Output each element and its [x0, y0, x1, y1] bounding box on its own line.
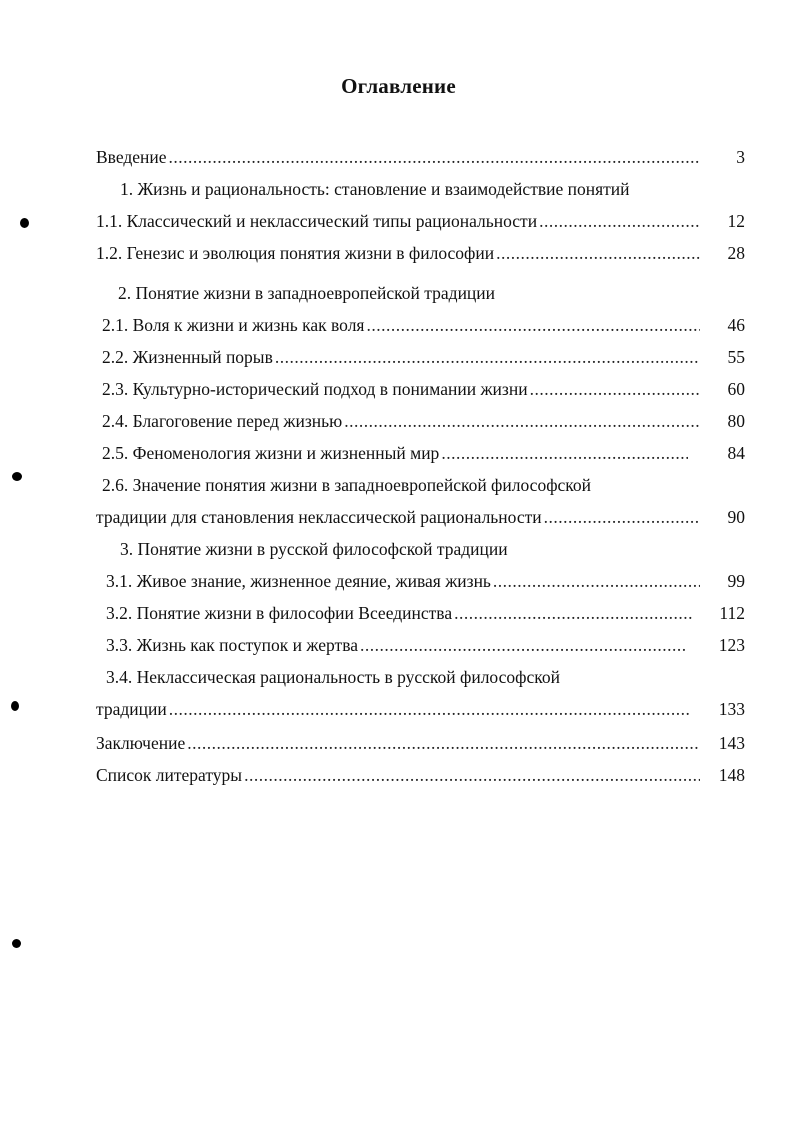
toc-entry-text: Заключение	[96, 733, 186, 753]
toc-part-heading-3: 3. Понятие жизни в русской философской традиции	[120, 539, 508, 559]
toc-page-number: 99	[727, 571, 745, 591]
toc-entry-3-4	[96, 698, 692, 720]
toc-page-number: 84	[727, 443, 745, 463]
dot-leader	[344, 410, 700, 432]
toc-entry-2-6	[96, 506, 702, 528]
dot-leader	[454, 602, 694, 624]
toc-entry-text: 2.5. Феноменология жизни и жизненный мир	[102, 443, 440, 463]
toc-entry-text: традиции для становления неклассической рациональности	[96, 507, 542, 527]
toc-entry-conclusion	[96, 732, 702, 754]
toc-entry-text: 3.2. Понятие жизни в философии Всеединства	[106, 603, 453, 623]
dot-leader	[169, 146, 700, 168]
toc-entry-1-2	[96, 242, 702, 264]
dot-leader	[275, 346, 700, 368]
toc-entry-text: 3.3. Жизнь как поступок и жертва	[106, 635, 358, 655]
dot-leader	[544, 506, 700, 528]
toc-entry-text: 2.2. Жизненный порыв	[102, 347, 273, 367]
toc-page-number: 28	[727, 243, 745, 263]
toc-entry-text: 2.3. Культурно-исторический подход в понимании жизни	[102, 379, 528, 399]
toc-entry-2-4	[102, 410, 702, 432]
toc-entry-2-2	[102, 346, 702, 368]
scan-mark	[20, 218, 29, 228]
dot-leader	[441, 442, 688, 464]
dot-leader	[366, 314, 700, 336]
toc-entry-2-3	[102, 378, 702, 400]
dot-leader	[169, 698, 690, 720]
dot-leader	[530, 378, 700, 400]
toc-page-number: 123	[718, 635, 745, 655]
toc-page-number: 12	[727, 211, 745, 231]
dot-leader	[539, 210, 700, 232]
toc-entry-text: 2.1. Воля к жизни и жизнь как воля	[102, 315, 365, 335]
toc-entry-3-4-line1: 3.4. Неклассическая рациональность в русской философской	[106, 667, 560, 687]
toc-entry-2-1	[102, 314, 702, 336]
dot-leader	[244, 764, 700, 786]
toc-entry-text: традиции	[96, 699, 167, 719]
toc-entry-text: Введение	[96, 147, 167, 167]
toc-entry-2-5	[102, 442, 690, 464]
toc-entry-text: 3.1. Живое знание, жизненное деяние, живая жизнь	[106, 571, 491, 591]
toc-entry-text: 1.1. Классический и неклассический типы рациональности	[96, 211, 538, 231]
page-title: Оглавление	[341, 74, 456, 98]
toc-entry-text: 2.4. Благоговение перед жизнью	[102, 411, 343, 431]
toc-page-number: 112	[719, 603, 745, 623]
toc-part-heading-1: 1. Жизнь и рациональность: становление и взаимодействие понятий	[120, 179, 630, 199]
toc-entry-bibliography	[96, 764, 702, 786]
dot-leader	[496, 242, 700, 264]
toc-entry-2-6-line1: 2.6. Значение понятия жизни в западноевропейской философской	[102, 475, 592, 495]
dot-leader	[187, 732, 700, 754]
toc-page-number: 80	[727, 411, 745, 431]
toc-part-heading-2: 2. Понятие жизни в западноевропейской традиции	[118, 283, 496, 303]
scan-mark	[12, 939, 21, 948]
toc-page-number: 148	[718, 765, 745, 785]
toc-page-number: 55	[727, 347, 745, 367]
toc-page-number: 60	[727, 379, 745, 399]
scan-mark	[11, 701, 19, 711]
dot-leader	[360, 634, 686, 656]
toc-entry-1-1	[96, 210, 702, 232]
toc-entry-3-1	[106, 570, 702, 592]
dot-leader	[493, 570, 700, 592]
toc-page-number: 3	[736, 147, 745, 167]
toc-page-number: 133	[718, 699, 745, 719]
toc-entry-text: 1.2. Генезис и эволюция понятия жизни в философии	[96, 243, 495, 263]
toc-page-number: 46	[727, 315, 745, 335]
toc-entry-text: Список литературы	[96, 765, 243, 785]
toc-entry-3-2	[106, 602, 696, 624]
scan-mark	[12, 472, 22, 481]
toc-page-number: 143	[718, 733, 745, 753]
toc-entry-intro	[96, 146, 702, 168]
toc-entry-3-3	[106, 634, 688, 656]
toc-page-number: 90	[727, 507, 745, 527]
